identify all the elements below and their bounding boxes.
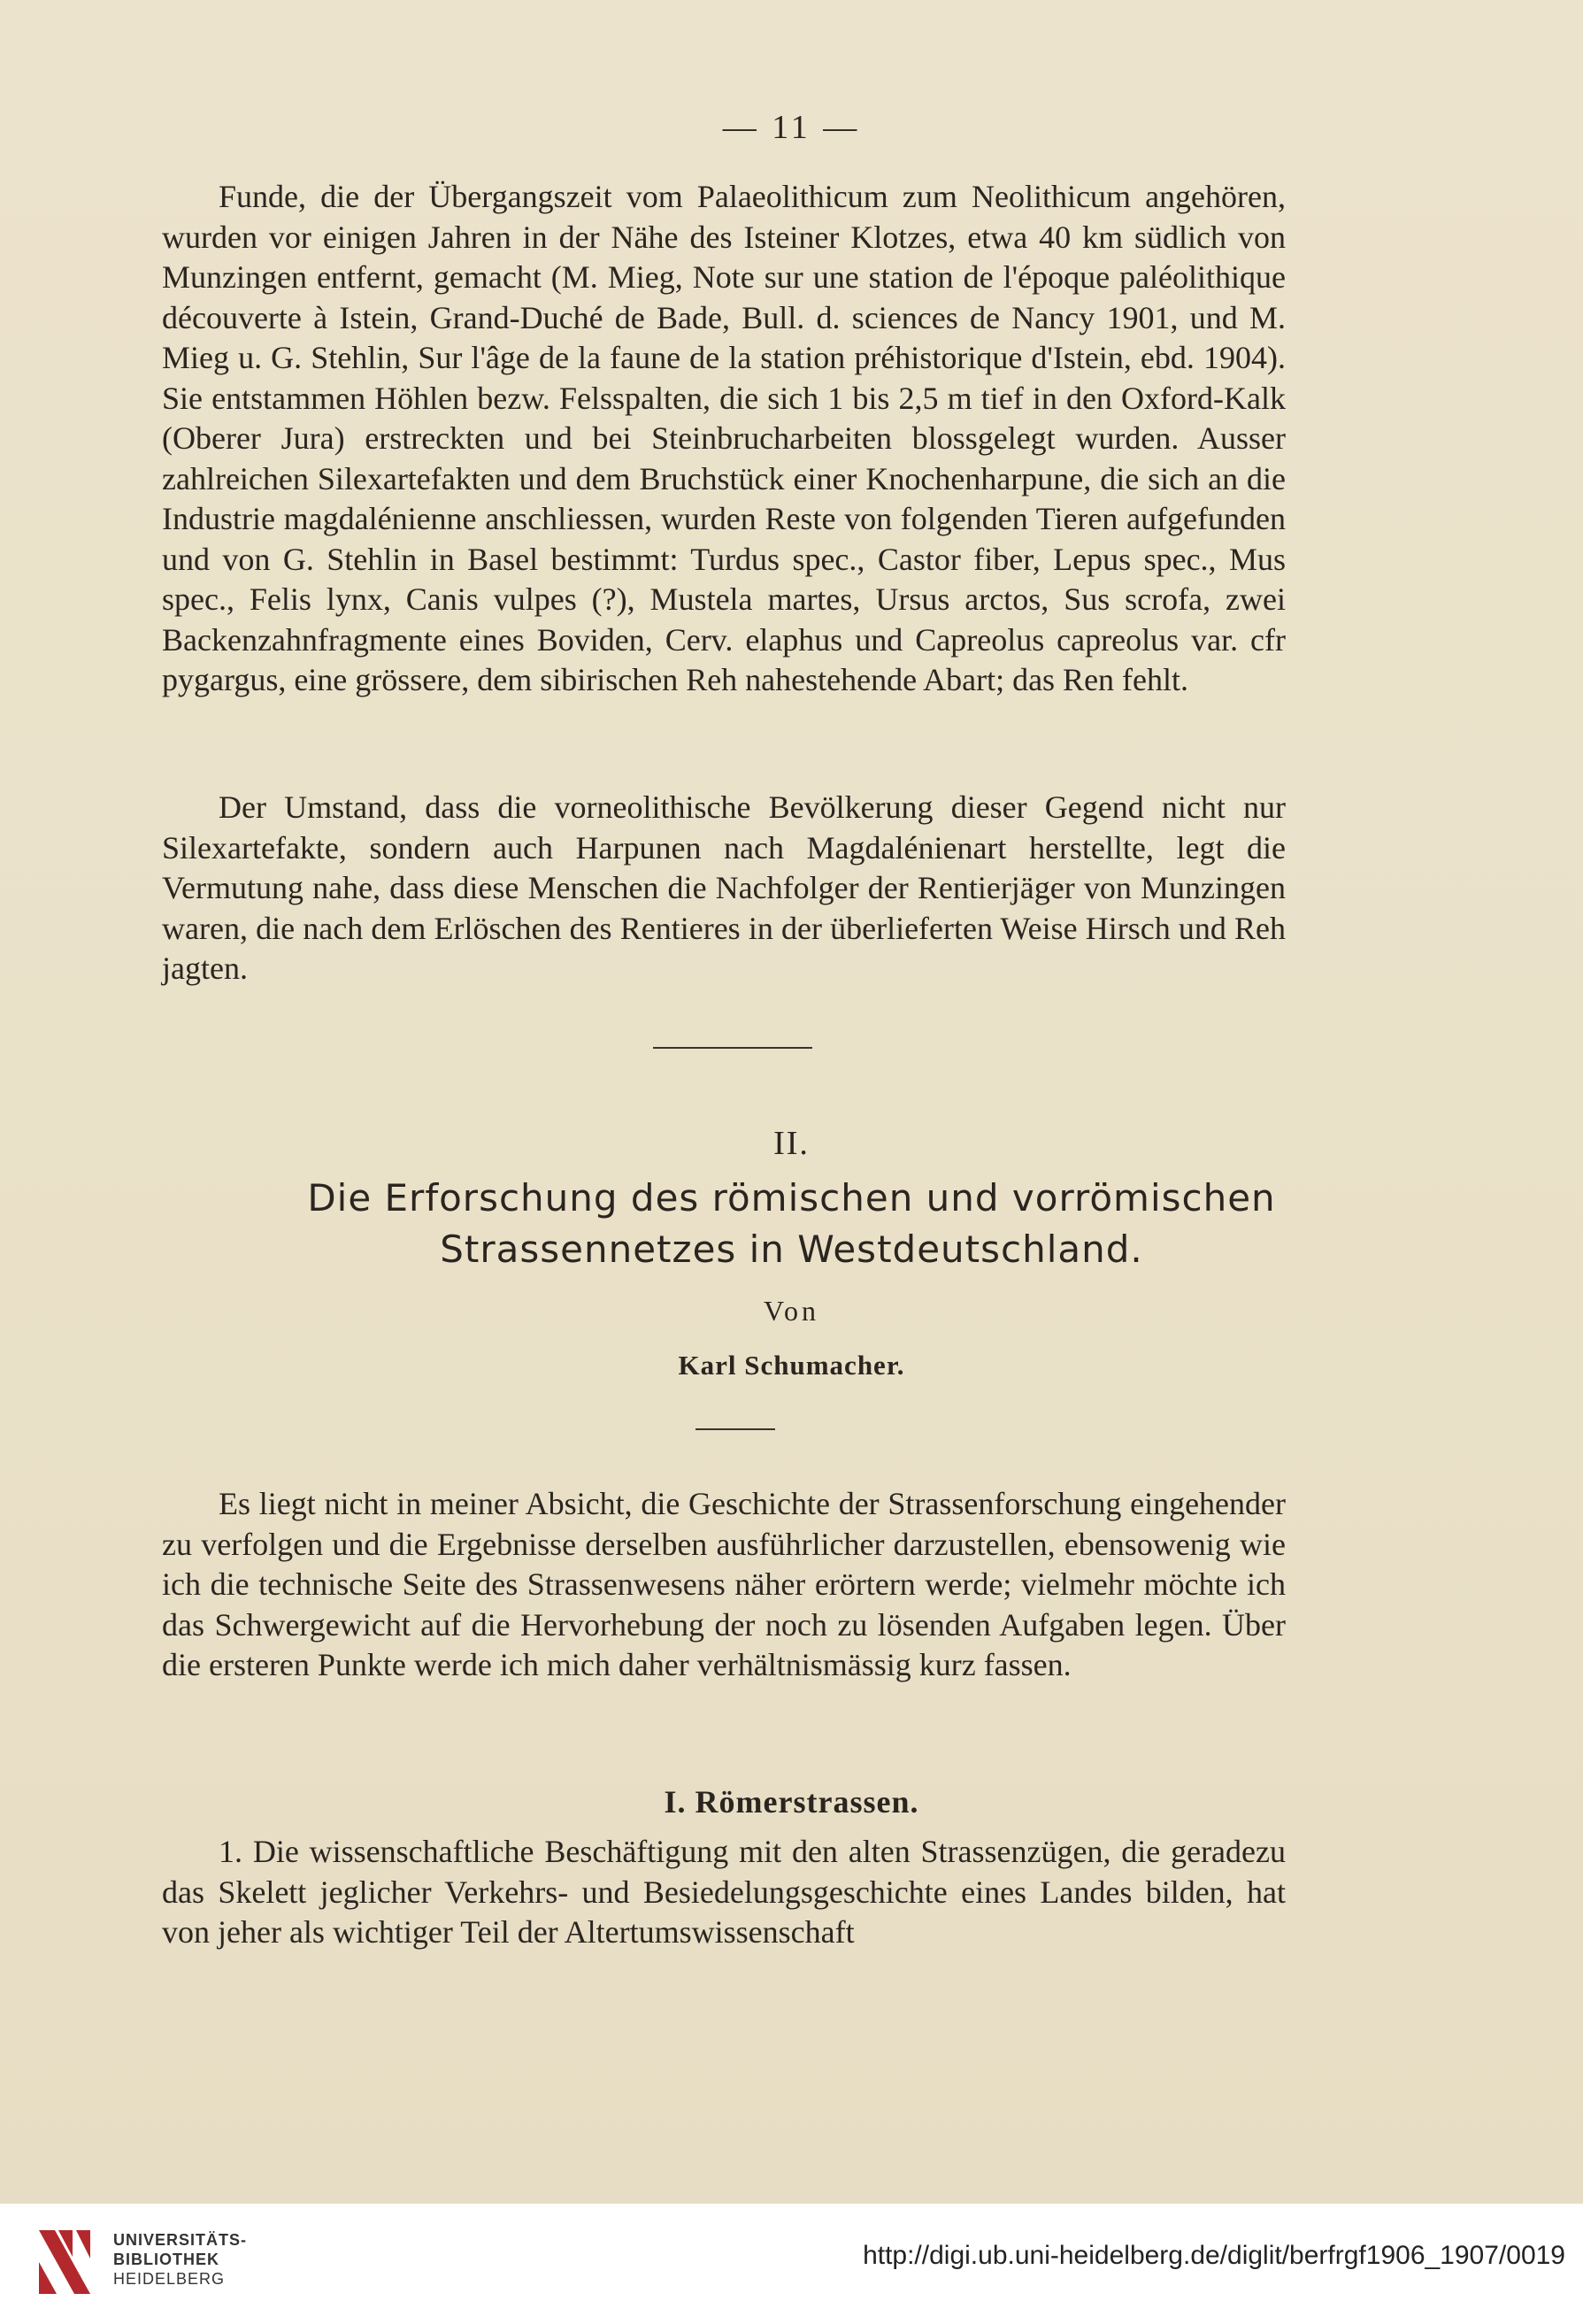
library-name	[113, 2230, 247, 2289]
university-library-logo-icon	[34, 2223, 96, 2301]
paragraph-4	[162, 1832, 1286, 1953]
author-divider	[695, 1428, 775, 1430]
library-name-line-1: UNIVERSITÄTS-	[113, 2231, 248, 2249]
section-title-line-2: Strassennetzes in Westdeutschland.	[440, 1227, 1143, 1271]
paragraph-3-text: Es liegt nicht in meiner Absicht, die Geschichte der Strassenforschung eingehender zu verfolgen und die Ergebnisse derselben ausführlicher darzustellen, ebensowenig wie ich die technische Seite des Strassenwesens näher erörtern werde; vielmehr möchte ich das Schwergewicht auf die Hervorhebung der noch zu lösenden Aufgaben legen. Über die ersteren Punkte werde ich mich daher verhältnismässig kurz fassen.	[162, 1486, 1286, 1682]
source-url-link[interactable]: http://digi.ub.uni-heidelberg.de/diglit/berfrgf1906_1907/0019	[863, 2241, 1565, 2270]
author-name: Karl Schumacher.	[678, 1350, 905, 1381]
page-number: — 11 —	[722, 109, 861, 146]
paragraph-3	[162, 1484, 1286, 1686]
library-name-line-2: BIBLIOTHEK	[113, 2251, 219, 2268]
paragraph-4-text: 1. Die wissenschaftliche Beschäftigung mit den alten Strassenzügen, die geradezu das Skelett jeglicher Verkehrs- und Besiedelungsgeschichte eines Landes bilden, hat von jeher als wichtiger Teil der Altertumswissenschaft	[162, 1834, 1286, 1950]
byline: Von	[764, 1295, 819, 1327]
paragraph-1-text: Funde, die der Übergangszeit vom Palaeolithicum zum Neolithicum angehören, wurden vor einigen Jahren in der Nähe des Isteiner Klotzes, etwa 40 km südlich von Munzingen entfernt, gemacht (M. Mieg, Note sur une station de l'époque paléolithique découverte à Istein, Grand-Duché de Bade, Bull. d. sciences de Nancy 1901, und M. Mieg u. G. Stehlin, Sur l'âge de la faune de la station préhistorique d'Istein, ebd. 1904). Sie entstammen Höhlen bezw. Felsspalten, die sich 1 bis 2,5 m tief in den Oxford-Kalk (Oberer Jura) erstreckten und bei Steinbrucharbeiten blossgelegt wurden. Ausser zahlreichen Silexartefakten und dem Bruchstück einer Knochenharpune, die sich an die Industrie magdalénienne anschliessen, wurden Reste von folgenden Tieren aufgefunden und von G. Stehlin in Basel bestimmt: Turdus spec., Castor fiber, Lepus spec., Mus spec., Felis lynx, Canis vulpes (?), Mustela martes, Ursus arctos, Sus scrofa, zwei Backenzahnfragmente eines Boviden, Cerv. elaphus und Capreolus capreolus var. cfr pygargus, eine grössere, dem sibirischen Reh nahestehende Abart; das Ren fehlt.	[162, 179, 1286, 697]
paragraph-1	[162, 177, 1286, 701]
paragraph-2	[162, 788, 1286, 989]
paragraph-2-text: Der Umstand, dass die vorneolithische Bevölkerung dieser Gegend nicht nur Silexartefakte, sondern auch Harpunen nach Magdalénienart herstellte, legt die Vermutung nahe, dass diese Menschen die Nachfolger der Rentierjäger von Munzingen waren, die nach dem Erlöschen des Rentieres in der überlieferten Weise Hirsch und Reh jagten.	[162, 789, 1286, 986]
section-title-line-1: Die Erforschung des römischen und vorrömischen	[307, 1176, 1276, 1220]
library-footer	[0, 2204, 1583, 2324]
section-number: II.	[773, 1125, 810, 1162]
library-name-line-3: HEIDELBERG	[113, 2270, 226, 2288]
section-divider	[653, 1047, 812, 1049]
subheading: I. Römerstrassen.	[664, 1784, 919, 1820]
